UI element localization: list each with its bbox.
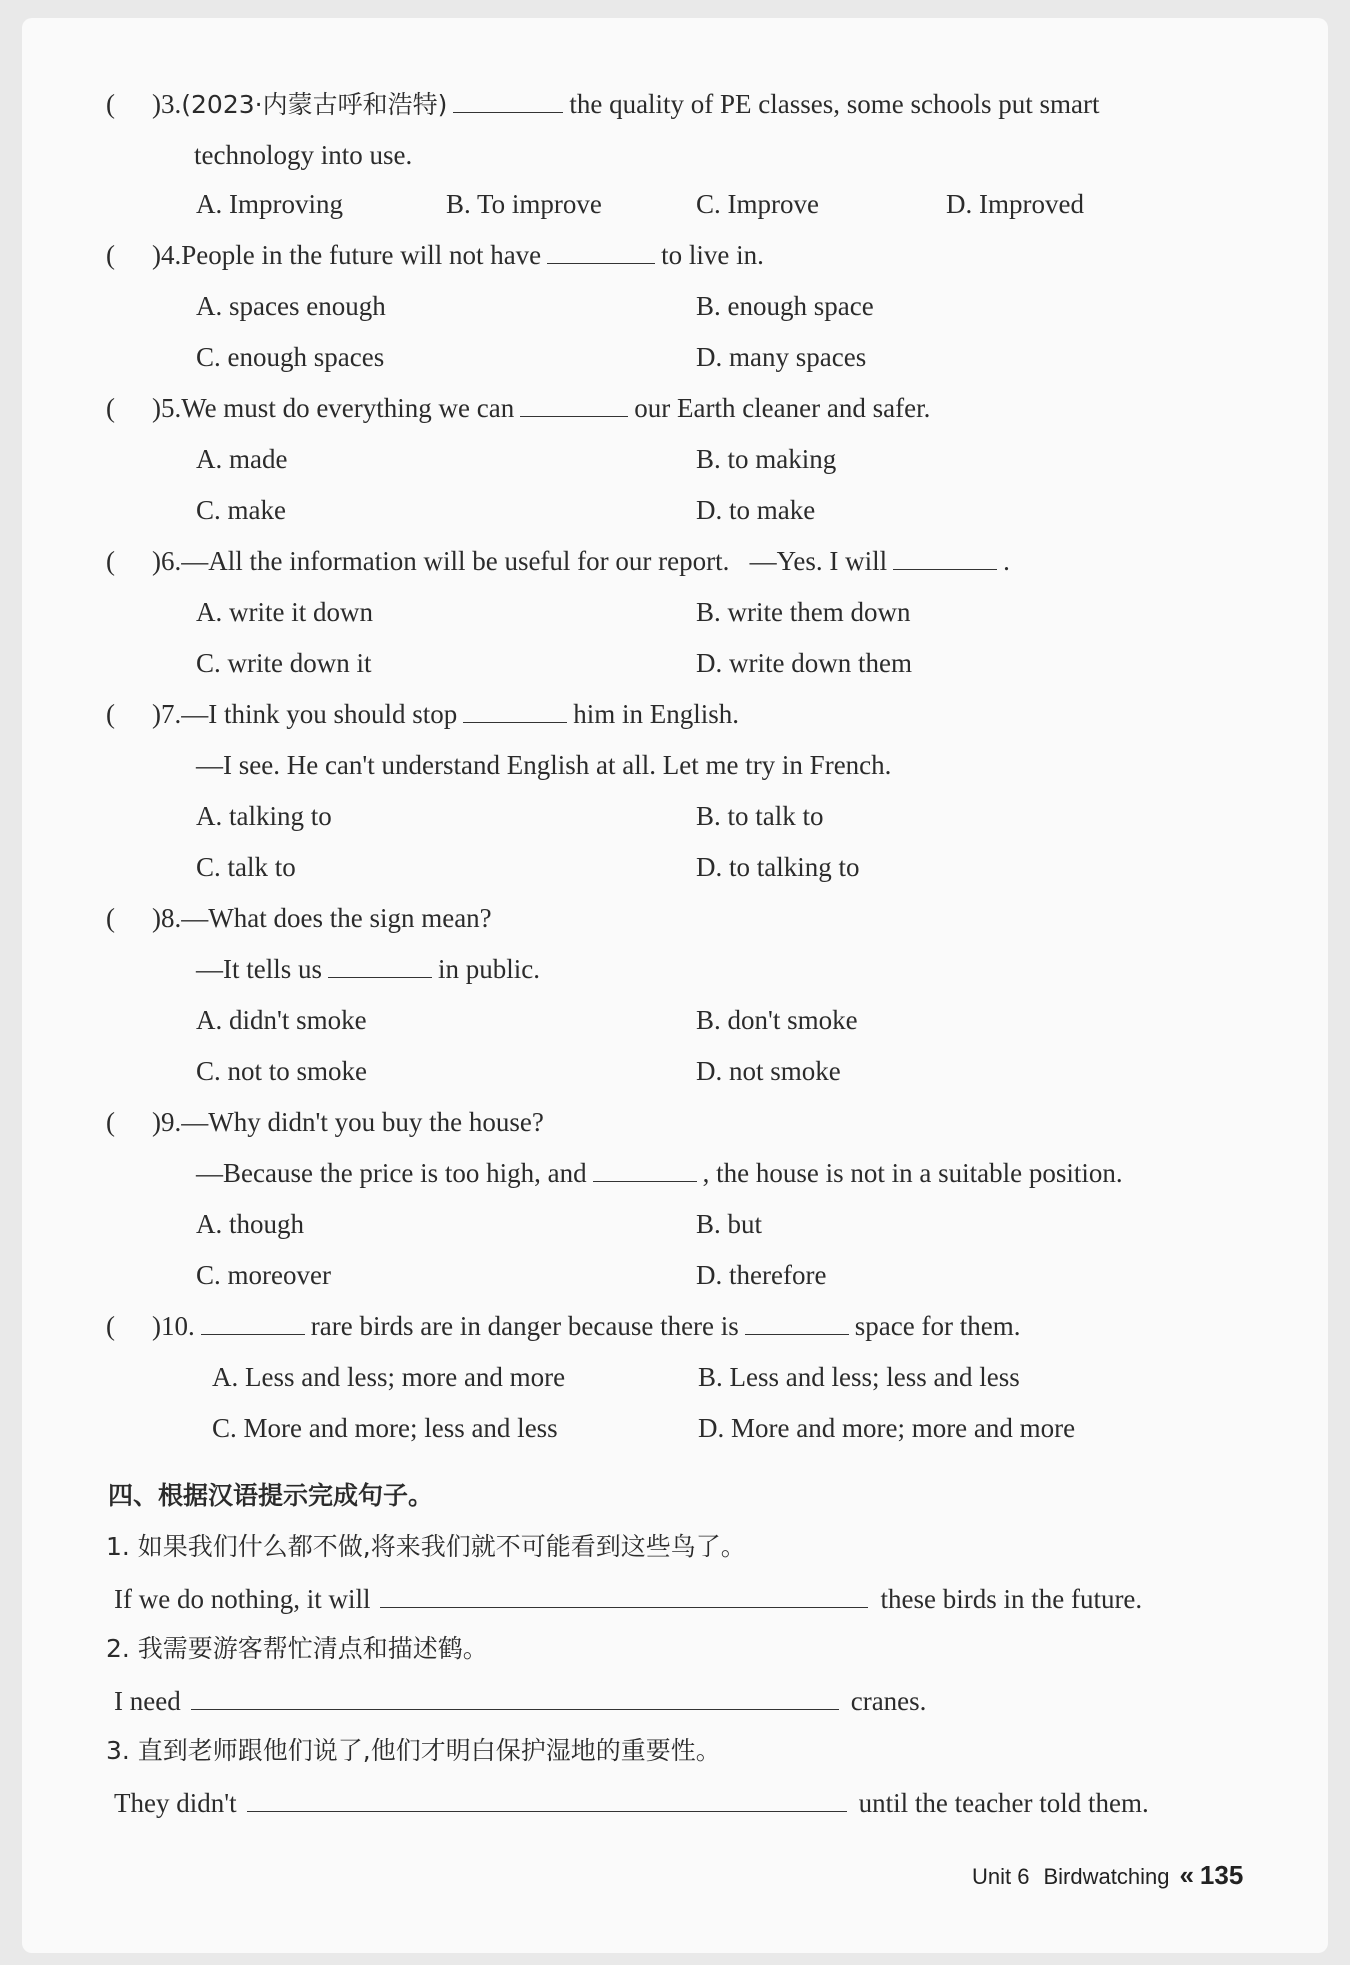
question-text: —All the information will be useful for our report. —Yes. I will xyxy=(181,546,888,576)
question-text-continued: technology into use. xyxy=(194,140,413,170)
option-a[interactable]: A. spaces enough xyxy=(196,291,386,321)
question-text: —It tells us xyxy=(196,954,322,984)
answer-paren[interactable]: ( xyxy=(106,1311,115,1341)
answer-blank[interactable] xyxy=(380,1585,868,1608)
question-number: )5. xyxy=(152,393,182,423)
option-d[interactable]: D. to make xyxy=(696,495,816,525)
option-b[interactable]: B. enough space xyxy=(696,291,874,321)
unit-title: Birdwatching xyxy=(1043,1864,1170,1889)
question-number: )10. xyxy=(152,1311,195,1341)
sentence-text: cranes. xyxy=(850,1686,927,1716)
sentence-line xyxy=(114,1685,926,1717)
sentence-text: until the teacher told them. xyxy=(858,1788,1149,1818)
question-stem xyxy=(152,1106,544,1138)
question-number: )7. xyxy=(152,699,182,729)
option-a[interactable]: A. didn't smoke xyxy=(196,1005,367,1035)
option-b[interactable]: B. but xyxy=(696,1209,763,1239)
option-b[interactable]: B. to making xyxy=(696,444,837,474)
question-number: )4. xyxy=(152,240,182,270)
answer-blank[interactable] xyxy=(247,1789,847,1812)
answer-blank[interactable] xyxy=(745,1312,849,1335)
question-number: )8. xyxy=(152,903,182,933)
answer-paren[interactable]: ( xyxy=(106,240,115,270)
answer-blank[interactable] xyxy=(893,547,997,570)
question-text: , the house is not in a suitable position. xyxy=(702,1158,1123,1188)
sentence-line xyxy=(114,1583,1142,1615)
question-number: )3. xyxy=(152,89,182,119)
answer-paren[interactable]: ( xyxy=(106,546,115,576)
option-c[interactable]: C. Improve xyxy=(696,189,819,219)
option-d[interactable]: D. to talking to xyxy=(696,852,860,882)
option-a[interactable]: A. made xyxy=(196,444,288,474)
sentence-text: If we do nothing, it will xyxy=(114,1584,371,1614)
question-text: to live in. xyxy=(661,240,764,270)
question-text: We must do everything we can xyxy=(181,393,515,423)
option-d[interactable]: D. not smoke xyxy=(696,1056,841,1086)
chinese-prompt: 3. 直到老师跟他们说了,他们才明白保护湿地的重要性。 xyxy=(106,1736,721,1765)
option-c[interactable]: C. not to smoke xyxy=(196,1056,368,1086)
question-dialogue-line xyxy=(196,1157,1123,1189)
sentence-text: these birds in the future. xyxy=(880,1584,1143,1614)
answer-blank[interactable] xyxy=(593,1159,697,1182)
answer-blank[interactable] xyxy=(520,394,628,417)
option-b[interactable]: B. write them down xyxy=(696,597,911,627)
option-a[interactable]: A. Improving xyxy=(196,189,343,219)
question-text: him in English. xyxy=(573,699,740,729)
question-text: —What does the sign mean? xyxy=(181,903,492,933)
question-source: (2023·内蒙古呼和浩特) xyxy=(181,90,448,119)
question-text: in public. xyxy=(438,954,540,984)
question-text: rare birds are in danger because there is xyxy=(310,1311,739,1341)
question-dialogue-line: —I see. He can't understand English at all. Let me try in French. xyxy=(196,750,892,780)
option-a[interactable]: A. though xyxy=(196,1209,304,1239)
question-text: —Why didn't you buy the house? xyxy=(181,1107,544,1137)
option-a[interactable]: A. write it down xyxy=(196,597,373,627)
option-c[interactable]: C. write down it xyxy=(196,648,372,678)
option-d[interactable]: D. many spaces xyxy=(696,342,867,372)
answer-paren[interactable]: ( xyxy=(106,1107,115,1137)
answer-blank[interactable] xyxy=(191,1687,839,1710)
question-text: —I think you should stop xyxy=(181,699,458,729)
question-number: )9. xyxy=(152,1107,182,1137)
answer-paren[interactable]: ( xyxy=(106,89,115,119)
answer-blank[interactable] xyxy=(201,1312,305,1335)
question-stem xyxy=(152,698,739,730)
option-b[interactable]: B. To improve xyxy=(446,189,602,219)
question-stem xyxy=(152,545,1010,577)
option-c[interactable]: C. moreover xyxy=(196,1260,331,1290)
option-c[interactable]: C. talk to xyxy=(196,852,296,882)
chevron-left-icon: « xyxy=(1179,1860,1194,1890)
answer-blank[interactable] xyxy=(328,955,432,978)
option-d[interactable]: D. therefore xyxy=(696,1260,827,1290)
answer-blank[interactable] xyxy=(547,241,655,264)
answer-blank[interactable] xyxy=(463,700,567,723)
chinese-prompt: 1. 如果我们什么都不做,将来我们就不可能看到这些鸟了。 xyxy=(106,1532,746,1561)
question-stem xyxy=(152,902,492,934)
option-d[interactable]: D. More and more; more and more xyxy=(698,1413,1076,1443)
question-text: —Because the price is too high, and xyxy=(196,1158,587,1188)
question-text: the quality of PE classes, some schools put smart xyxy=(569,89,1100,119)
option-c[interactable]: C. make xyxy=(196,495,286,525)
option-d[interactable]: D. Improved xyxy=(946,189,1084,219)
question-stem xyxy=(152,1310,1020,1342)
question-dialogue-line xyxy=(196,953,540,985)
sentence-line xyxy=(114,1787,1149,1819)
question-text: our Earth cleaner and safer. xyxy=(634,393,931,423)
chinese-prompt: 2. 我需要游客帮忙清点和描述鹤。 xyxy=(106,1634,488,1663)
sentence-text: I need xyxy=(114,1686,181,1716)
worksheet-page xyxy=(22,18,1328,1953)
option-c[interactable]: C. More and more; less and less xyxy=(212,1413,558,1443)
question-stem xyxy=(152,392,930,424)
option-b[interactable]: B. Less and less; less and less xyxy=(698,1362,1020,1392)
question-text: . xyxy=(1003,546,1010,576)
question-text: space for them. xyxy=(854,1311,1021,1341)
question-stem xyxy=(152,239,764,271)
page-number: 135 xyxy=(1199,1860,1244,1890)
option-a[interactable]: A. talking to xyxy=(196,801,332,831)
section-title: 四、根据汉语提示完成句子。 xyxy=(108,1481,434,1510)
option-b[interactable]: B. don't smoke xyxy=(696,1005,858,1035)
answer-blank[interactable] xyxy=(453,90,563,113)
option-c[interactable]: C. enough spaces xyxy=(196,342,385,372)
question-number: )6. xyxy=(152,546,182,576)
option-a[interactable]: A. Less and less; more and more xyxy=(212,1362,566,1392)
option-d[interactable]: D. write down them xyxy=(696,648,912,678)
page-footer xyxy=(972,1860,1243,1892)
answer-paren[interactable]: ( xyxy=(106,393,115,423)
question-stem xyxy=(152,88,1100,121)
question-text: People in the future will not have xyxy=(181,240,542,270)
answer-paren[interactable]: ( xyxy=(106,903,115,933)
answer-paren[interactable]: ( xyxy=(106,699,115,729)
unit-label: Unit 6 xyxy=(972,1864,1030,1889)
sentence-text: They didn't xyxy=(114,1788,237,1818)
option-b[interactable]: B. to talk to xyxy=(696,801,824,831)
